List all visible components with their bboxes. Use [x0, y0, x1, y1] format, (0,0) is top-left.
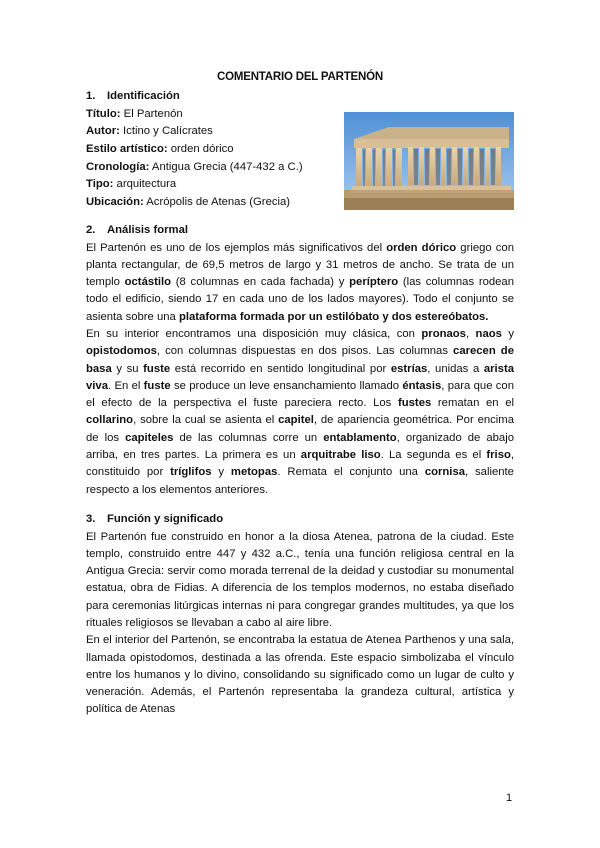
text-run: , para que con el efecto de la perspectiva el fuste pareciera recto. Los [86, 379, 514, 410]
bold-term: collarino [86, 414, 134, 427]
text-run: griego con planta rectangular, de 69,5 metros de largo y 31 metros de ancho. Se trata de un templo [86, 241, 514, 289]
function-section [86, 511, 514, 719]
bold-term: tríglifos [170, 466, 212, 479]
analysis-paragraph-1 [86, 240, 514, 326]
section-heading-analisis: 2. Análisis formal [86, 224, 188, 236]
document-title: COMENTARIO DEL PARTENÓN [217, 71, 383, 83]
text-run: y [211, 466, 231, 479]
bold-term: octástilo [124, 276, 172, 289]
bold-term: pronaos [421, 327, 466, 340]
bold-term: plataforma formada por un estilóbato y dos estereóbatos. [178, 310, 489, 323]
bold-term: arista viva [86, 362, 514, 392]
field-tipo: Tipo: arquitectura [86, 178, 177, 191]
function-paragraph-1: El Partenón fue construido en honor a la diosa Atenea, patrona de la ciudad. Este templo, construido entre 447 y 432 a.C., tenía una función religiosa central en la Antigua Grecia: servir como morada terrenal de la deidad y custodiar su monumental estatua, obra de Fidias. A diferencia de los templos modernos, no estaba diseñado para ceremonias litúrgicas internas ni para congregar grandes multitudes, ya que los rituales religiosos se llevaban a cabo al aire libre. [86, 530, 514, 629]
bold-term: metopas [230, 466, 278, 479]
bold-term: opistodomos [86, 345, 157, 358]
text-run: está recorrido en sentido longitudinal por [170, 362, 391, 375]
bold-term: fuste [143, 362, 171, 375]
parthenon-photo [344, 112, 514, 210]
text-run: , saliente respecto a los elementos anteriores. [86, 466, 514, 496]
text-run: de las columnas corre un [173, 431, 324, 444]
text-run: se produce un leve ensanchamiento llamado [170, 379, 403, 392]
bold-term: cornisa [424, 466, 466, 479]
text-run: (las columnas rodean todo el edificio, siendo 17 en cada uno de los lados mayores). Todo el conjunto se asienta sobre una [86, 276, 514, 323]
bold-term: fuste [143, 379, 171, 392]
text-run: En su interior encontramos una disposición muy clásica, con [86, 327, 422, 340]
bold-term: capiteles [125, 431, 174, 444]
bold-term: períptero [349, 276, 399, 289]
field-cronologia: Cronología: Antigua Grecia (447-432 a C.) [86, 160, 303, 173]
analysis-paragraph-2 [86, 326, 514, 499]
section-heading-identificacion: 1. Identificación [86, 90, 180, 102]
bold-term: estrías [390, 362, 428, 375]
text-run: rematan en el [431, 397, 514, 410]
field-ubicacion: Ubicación: Acrópolis de Atenas (Grecia) [86, 196, 291, 209]
text-run: y [501, 327, 514, 340]
field-autor: Autor: Ictino y Calícrates [86, 125, 213, 138]
text-run: y su [111, 362, 144, 375]
function-paragraph-2: En el interior del Partenón, se encontraba la estatua de Atenea Parthenos y una sala, llamada opistodomos, destinada a las ofrenda. Este espacio simbolizaba el vínculo entre los humanos y lo divino, consolidando su significado como un lugar de culto y veneración. Además, el Partenón representaba la grandeza cultural, artística y política de Atenas [86, 634, 514, 716]
text-run: , [465, 327, 476, 340]
text-run: , constituido por [86, 449, 515, 479]
text-run: (8 columnas en cada fachada) y [171, 276, 350, 289]
bold-term: éntasis [402, 379, 442, 392]
text-run: . En el [108, 379, 144, 392]
bold-term: orden dórico [386, 241, 457, 254]
text-run: , sobre la cual se asienta el [133, 414, 279, 427]
analysis-section [86, 222, 514, 499]
bold-term: friso [486, 449, 511, 462]
page-number: 1 [506, 792, 513, 804]
field-estilo: Estilo artístico: orden dórico [86, 143, 234, 156]
text-run: , con columnas dispuestas en dos pisos. Las columnas [156, 345, 454, 358]
section-heading-funcion: 3. Función y significado [86, 513, 224, 525]
field-titulo: Título: El Partenón [86, 107, 183, 120]
text-run: , organizado de abajo arriba, en tres partes. La primera es un [86, 431, 514, 462]
text-run: . Remata el conjunto una [277, 466, 425, 479]
text-run: , unidas a [427, 362, 484, 375]
bold-term: naos [475, 327, 502, 340]
text-run: El Partenón es uno de los ejemplos más significativos del [86, 241, 387, 254]
text-run: , de apariencia geométrica. Por encima de los [86, 414, 514, 444]
identification-section [86, 88, 336, 212]
bold-term: arquitrabe liso [300, 449, 381, 462]
bold-term: entablamento [323, 431, 397, 444]
bold-term: fustes [397, 397, 432, 410]
bold-term: capitel [278, 414, 314, 427]
bold-term: carecen de basa [86, 345, 514, 375]
text-run: . La segunda es el [380, 449, 487, 462]
